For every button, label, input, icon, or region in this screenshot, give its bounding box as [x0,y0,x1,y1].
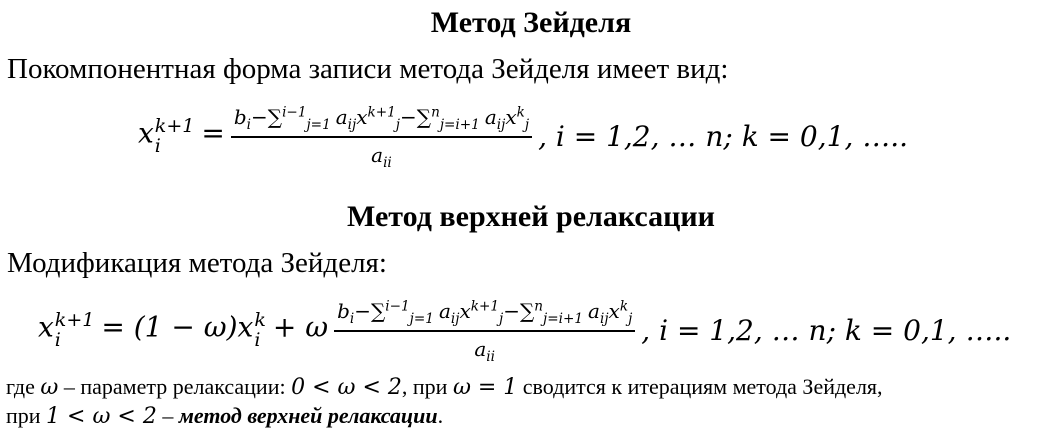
relaxation-note-line1 [6,374,883,401]
fraction-denominator [334,332,635,365]
a-sub: ii [383,155,392,171]
section-title-relaxation: Метод верхней релаксации [347,200,715,233]
a-var: a [588,299,600,323]
sum-symbol: ∑ [267,105,283,129]
relaxation-note-line2 [6,403,443,430]
sum-lower-limit: j=i+1 [439,117,480,133]
b-var: b [337,299,350,323]
minus-sign: − [354,299,371,323]
seidel-intro-text: Покомпонентная форма записи метода Зейделя имеет вид: [7,53,729,85]
x-var: x [608,299,620,323]
sum-symbol: ∑ [519,299,535,323]
sum-upper-limit: n [534,298,544,315]
note-text: при [6,403,47,428]
a-var: a [474,337,487,361]
relaxation-formula [38,296,1011,365]
sum-symbol: ∑ [416,105,432,129]
note-text: , при [401,374,453,399]
equals-sign: = [201,116,225,150]
fraction-numerator [231,102,532,138]
x-sup: k+1 [470,298,499,315]
omega-range: 1 < ω < 2 [46,404,157,429]
omega-equality: ω = 1 [452,375,518,400]
lhs-subscript: i [154,134,161,157]
a-var: a [371,143,384,167]
sum-symbol: ∑ [371,299,386,323]
lhs-subscript: i [54,328,61,351]
sum-upper-limit: n [431,104,440,121]
formula-index-range: , i = 1,2, … n; k = 0,1, ….. [641,313,1012,347]
x-sup: k [619,298,629,315]
note-text: – [156,403,179,428]
a-sub: ij [347,117,357,133]
note-text: . [437,403,444,428]
x-sup: k [516,104,525,121]
a-sub: ii [486,349,495,365]
omega-range: 0 < ω < 2 [291,375,402,400]
fraction-numerator [334,296,635,332]
a-sub: ij [599,311,609,327]
mid-subscript: i [254,328,261,351]
lhs-variable: x [38,310,54,344]
b-sub: i [246,117,252,133]
sum-lower-limit: j=1 [306,117,331,133]
x-sub: j [524,117,530,133]
note-text: – параметр релаксации: [58,374,292,399]
x-sub: j [499,311,504,327]
x-var: x [356,105,368,129]
section-title-seidel: Метод Зейделя [430,6,632,39]
lhs-variable: x [138,116,154,150]
note-text: сводится к итерациям метода Зейделя, [517,374,883,399]
sum-lower-limit: j=1 [409,311,434,327]
omega-symbol: ω [40,375,59,400]
formula-index-range: , i = 1,2, … n; k = 0,1, ….. [538,119,909,153]
x-sub: j [628,311,633,327]
minus-sign: − [400,105,417,129]
a-var: a [484,105,497,129]
plus-omega: + ω [272,310,329,344]
x-var: x [505,105,517,129]
sum-upper-limit: i−1 [282,104,307,121]
a-var: a [335,105,348,129]
mid-variable: x [237,310,254,344]
one-minus-omega: = (1 − ω) [101,310,238,344]
mid-superscript: k [254,309,266,332]
relaxation-fraction [334,296,635,365]
note-text: где [6,374,41,399]
sum-upper-limit: i−1 [385,298,410,315]
seidel-formula [138,102,908,171]
minus-sign: − [251,105,268,129]
lhs-superscript: k+1 [154,115,195,138]
seidel-fraction [231,102,532,171]
x-sub: j [395,117,401,133]
relaxation-intro-text: Модификация метода Зейделя: [7,247,387,279]
emphasized-term: метод верхней релаксации [178,403,438,428]
sum-lower-limit: j=i+1 [543,311,584,327]
a-sub: ij [450,311,460,327]
b-var: b [233,105,247,129]
lhs-superscript: k+1 [54,309,95,332]
a-sub: ij [496,117,506,133]
b-sub: i [349,311,355,327]
fraction-denominator [231,138,532,171]
x-var: x [459,299,471,323]
minus-sign: − [503,299,520,323]
a-var: a [438,299,451,323]
x-sup: k+1 [367,104,396,121]
